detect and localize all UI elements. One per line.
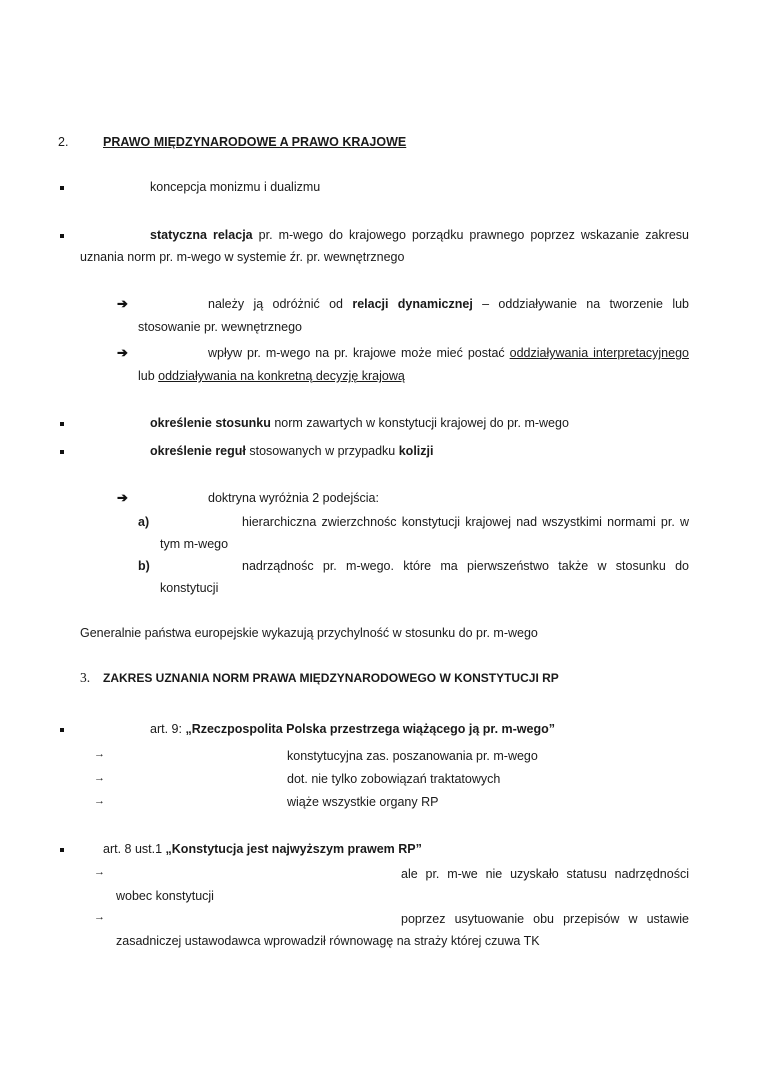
arrow-right-icon: ➔ <box>117 490 128 505</box>
arrow-small-icon: → <box>94 772 105 784</box>
art8-item-2-line2: zasadniczej ustawodawca wprowadził równowagę na straży której czuwa TK <box>116 934 540 948</box>
approach-a-label: a) <box>138 515 150 529</box>
arrow-doctrine: doktryna wyróżnia 2 podejścia: <box>208 491 379 505</box>
bullet-relationship: określenie stosunku norm zawartych w konstytucji krajowej do pr. m-wego <box>150 416 569 430</box>
bullet-static-relation-line2: uznania norm pr. m-wego w systemie źr. pr. wewnętrznego <box>80 250 405 264</box>
arrow-right-icon: ➔ <box>117 296 128 311</box>
approach-a-line1: hierarchiczna zwierzchnośc konstytucji krajowej nad wszystkimi normami pr. w <box>242 515 689 529</box>
art8-item-1-line2: wobec konstytucji <box>116 889 214 903</box>
bullet-collision-rules: określenie reguł stosowanych w przypadku kolizji <box>150 444 434 458</box>
approach-b-label: b) <box>138 559 150 573</box>
arrow-dynamic-relation-line1: należy ją odróżnić od relacji dynamicznej – oddziaływanie na tworzenie lub <box>208 297 690 311</box>
section-2-number: 2. <box>58 135 69 149</box>
arrow-influence-line1: wpływ pr. m-wego na pr. krajowe może mieć postać oddziaływania interpretacyjnego <box>208 346 689 360</box>
general-statement: Generalnie państwa europejskie wykazują przychylność w stosunku do pr. m-wego <box>80 626 538 640</box>
section-2-title: PRAWO MIĘDZYNARODOWE A PRAWO KRAJOWE <box>103 135 407 149</box>
approach-b-line1: nadrządnośc pr. m-wego. które ma pierwszeństwo także w stosunku do <box>242 559 689 573</box>
art8-item-2-line1: poprzez usytuowanie obu przepisów w ustawie <box>401 912 689 926</box>
bullet-square-icon <box>60 234 64 238</box>
bullet-square-icon <box>60 728 64 732</box>
art9-item-3: wiąże wszystkie organy RP <box>287 795 439 809</box>
art8-item-1-line1: ale pr. m-we nie uzyskało statusu nadrzędności <box>401 867 689 881</box>
bullet-square-icon <box>60 848 64 852</box>
bullet-square-icon <box>60 422 64 426</box>
bullet-square-icon <box>60 186 64 190</box>
arrow-influence-line2: lub oddziaływania na konkretną decyzję krajową <box>138 369 405 383</box>
approach-a-line2: tym m-wego <box>160 537 229 551</box>
arrow-small-icon: → <box>94 911 105 923</box>
bullet-monism-dualism: koncepcja monizmu i dualizmu <box>150 180 321 194</box>
bullet-static-relation-line1: statyczna relacja pr. m-wego do krajowego porządku prawnego poprzez wskazanie zakresu <box>150 228 690 242</box>
art8-heading: art. 8 ust.1 „Konstytucja jest najwyższym prawem RP” <box>103 842 422 856</box>
bullet-square-icon <box>60 450 64 454</box>
arrow-small-icon: → <box>94 866 105 878</box>
section-3-title: ZAKRES UZNANIA NORM PRAWA MIĘDZYNARODOWEGO W KONSTYTUCJI RP <box>103 671 559 685</box>
approach-b-line2: konstytucji <box>160 581 219 595</box>
arrow-small-icon: → <box>94 748 105 760</box>
art9-item-2: dot. nie tylko zobowiązań traktatowych <box>287 772 501 786</box>
section-3-number: 3. <box>80 670 91 685</box>
arrow-small-icon: → <box>94 795 105 807</box>
art9-item-1: konstytucyjna zas. poszanowania pr. m-wego <box>287 749 538 763</box>
arrow-right-icon: ➔ <box>117 345 128 360</box>
arrow-dynamic-relation-line2: stosowanie pr. wewnętrznego <box>138 320 302 334</box>
art9-heading: art. 9: „Rzeczpospolita Polska przestrzega wiążącego ją pr. m-wego” <box>150 722 555 736</box>
